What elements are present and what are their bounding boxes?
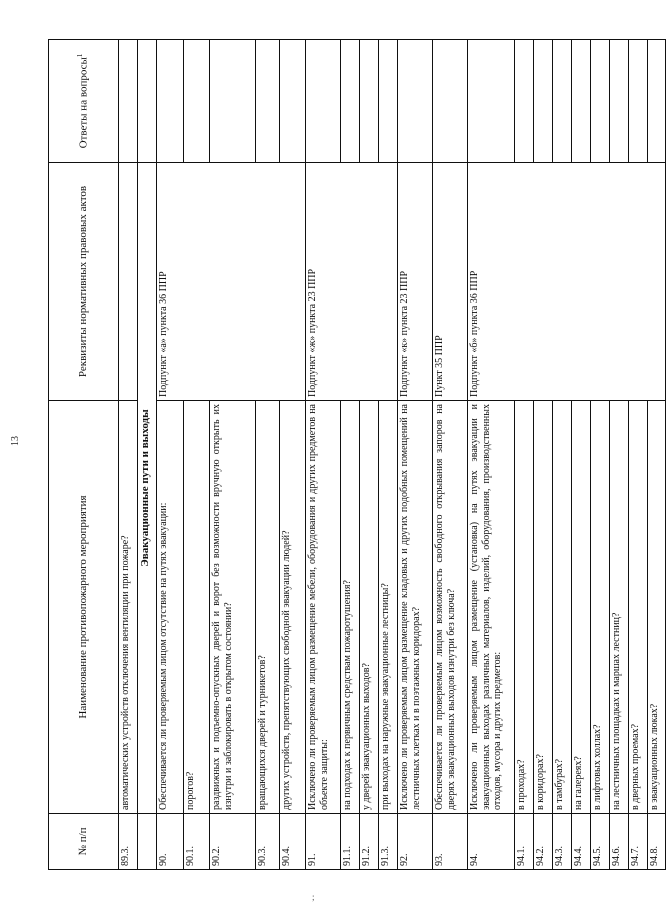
row-text: Обеспечивается ли проверяемым лицом возможность свободного открывания запоров на дверях эвакуационных выходов изнутри без ключа? <box>433 401 468 814</box>
row-num: 94.3. <box>553 814 572 870</box>
row-text: Обеспечивается ли проверяемым лицом отсутствие на путях эвакуации: <box>157 401 184 814</box>
row-answer <box>591 40 610 163</box>
stray-mark: ; <box>312 892 315 902</box>
row-text: автоматических устройств отключения вентиляции при пожаре? <box>119 401 138 814</box>
row-text: порогов? <box>184 401 210 814</box>
table-header-row <box>49 40 119 870</box>
row-text: в тамбурах? <box>553 401 572 814</box>
row-answer <box>280 40 306 163</box>
row-answer <box>398 40 433 163</box>
row-num: 94.7. <box>629 814 648 870</box>
row-num: 92. <box>398 814 433 870</box>
row-ref: Подпункт «ж» пункта 23 ППР <box>306 163 398 401</box>
row-text: в эвакуационных люках? <box>648 401 666 814</box>
row-text: в коридорах? <box>534 401 553 814</box>
row-answer <box>119 40 138 163</box>
row-num: 89.3. <box>119 814 138 870</box>
row-ref: Подпункт «а» пункта 36 ППР <box>157 163 306 401</box>
row-num: 93. <box>433 814 468 870</box>
row-answer <box>648 40 666 163</box>
table-row <box>119 40 138 870</box>
section-row <box>138 40 157 870</box>
row-ref: Подпункт «к» пункта 23 ППР <box>398 163 433 401</box>
row-num: 94.1. <box>515 814 534 870</box>
row-num: 94.8. <box>648 814 666 870</box>
row-text: на галереях? <box>572 401 591 814</box>
header-num: № п/п <box>49 814 119 870</box>
section-title: Эвакуационные пути и выходы <box>138 163 157 814</box>
row-answer <box>515 40 534 163</box>
inspection-table <box>48 39 666 870</box>
row-text: у дверей эвакуационных выходов? <box>360 401 379 814</box>
row-ref <box>119 163 138 401</box>
row-num: 90. <box>157 814 184 870</box>
row-answer <box>553 40 572 163</box>
row-num: 91. <box>306 814 341 870</box>
header-answers <box>49 40 119 163</box>
row-text: Исключено ли проверяемым лицом размещение мебели, оборудования и других предметов на объекте защиты: <box>306 401 341 814</box>
row-text: в проходах? <box>515 401 534 814</box>
row-answer <box>433 40 468 163</box>
header-answers-footnote: 1 <box>76 53 85 58</box>
row-answer <box>534 40 553 163</box>
row-answer <box>379 40 398 163</box>
row-answer <box>468 40 515 163</box>
section-answer <box>138 40 157 163</box>
row-ref: Подпункт «б» пункта 36 ППР <box>468 163 666 401</box>
table-row <box>157 40 184 870</box>
row-text: других устройств, препятствующих свободной эвакуации людей? <box>280 401 306 814</box>
table-row <box>468 40 515 870</box>
rotated-page <box>48 40 660 870</box>
row-ref: Пункт 35 ППР <box>433 163 468 401</box>
row-num: 90.3. <box>256 814 280 870</box>
section-num <box>138 814 157 870</box>
row-num: 94.5. <box>591 814 610 870</box>
page-number: 13 <box>10 436 21 446</box>
table-row <box>433 40 468 870</box>
row-num: 91.2. <box>360 814 379 870</box>
header-measure: Наименование противопожарного мероприятия <box>49 401 119 814</box>
row-num: 90.2. <box>210 814 256 870</box>
row-answer <box>256 40 280 163</box>
row-answer <box>572 40 591 163</box>
row-text: в лифтовых холлах? <box>591 401 610 814</box>
row-text: в дверных проемах? <box>629 401 648 814</box>
row-num: 94.6. <box>610 814 629 870</box>
row-text: вращающихся дверей и турникетов? <box>256 401 280 814</box>
row-answer <box>157 40 184 163</box>
header-answers-label: Ответы на вопросы <box>78 57 90 149</box>
row-answer <box>360 40 379 163</box>
row-answer <box>210 40 256 163</box>
header-requisites: Реквизиты нормативных правовых актов <box>49 163 119 401</box>
row-answer <box>629 40 648 163</box>
row-num: 94.4. <box>572 814 591 870</box>
row-answer <box>610 40 629 163</box>
row-num: 94. <box>468 814 515 870</box>
row-answer <box>306 40 341 163</box>
row-text: при выходах на наружные эвакуационные лестницы? <box>379 401 398 814</box>
row-text: на лестничных площадках и маршах лестниц? <box>610 401 629 814</box>
row-text: раздвижных и подъемно-опускных дверей и ворот без возможности вручную открыть их изнутри и заблокировать в открытом состоянии? <box>210 401 256 814</box>
row-answer <box>341 40 360 163</box>
row-text: на подходах к первичным средствам пожаротушения? <box>341 401 360 814</box>
row-num: 91.3. <box>379 814 398 870</box>
row-num: 90.1. <box>184 814 210 870</box>
row-num: 90.4. <box>280 814 306 870</box>
row-text: Исключено ли проверяемым лицом размещение кладовых и других подобных помещений на лестничных клетках и в поэтажных коридорах? <box>398 401 433 814</box>
row-num: 91.1. <box>341 814 360 870</box>
table-row <box>398 40 433 870</box>
row-num: 94.2. <box>534 814 553 870</box>
row-answer <box>184 40 210 163</box>
row-text: Исключено ли проверяемым лицом размещение (установка) на путях эвакуации и эвакуационных выходах различных материалов, изделий, оборудования, производственных отходов, мусора и других предметов: <box>468 401 515 814</box>
table-row <box>306 40 341 870</box>
